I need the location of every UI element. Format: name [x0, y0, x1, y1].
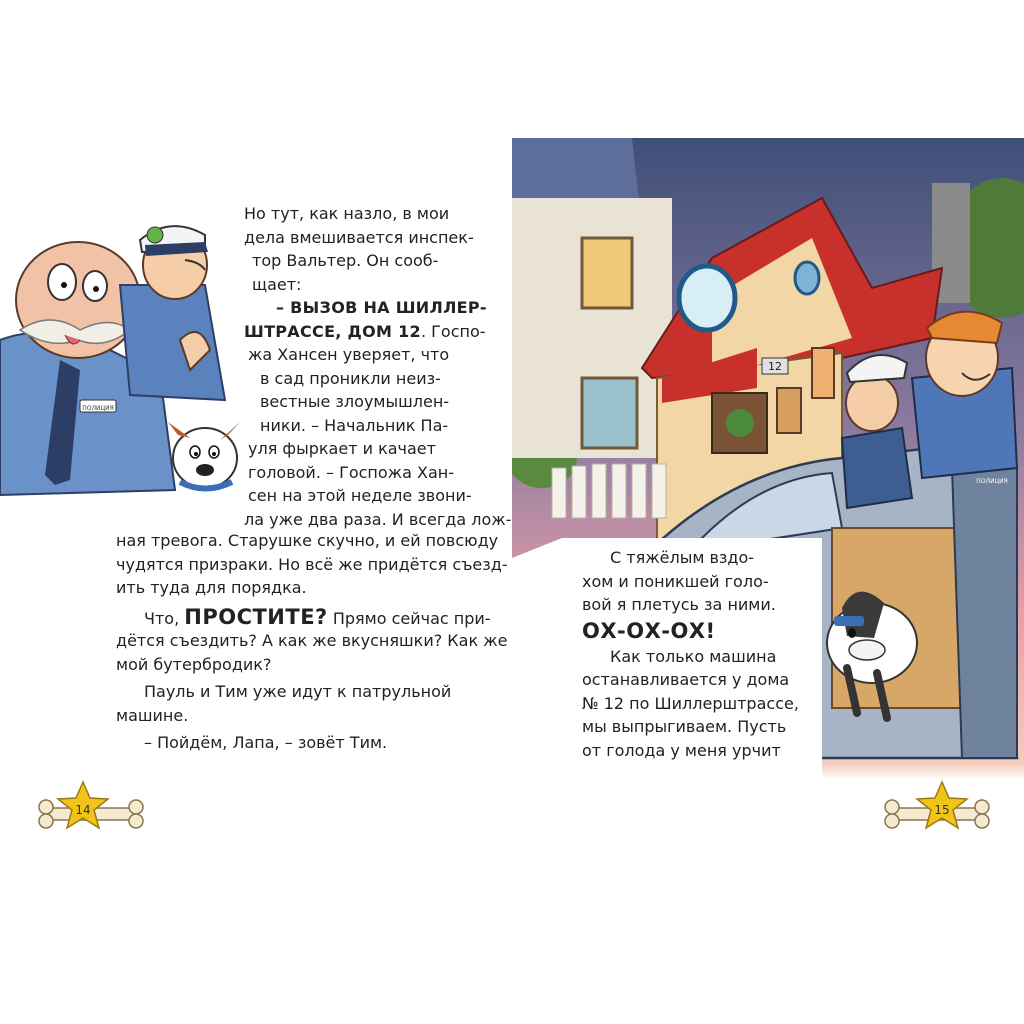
- text-line: Но тут, как назло, в мои: [244, 204, 450, 223]
- text-line: сен на этой неделе звони-: [248, 486, 472, 505]
- page-number-right: [882, 778, 992, 838]
- text-line: – Пойдём, Лапа, – зовёт Тим.: [144, 733, 388, 752]
- text-line: хом и поникшей голо-: [582, 571, 769, 591]
- text-line: в сад проникли неиз-: [260, 368, 441, 388]
- text-line: ла уже два раза. И всегда лож-: [244, 509, 512, 529]
- shout-line: [244, 296, 487, 320]
- text-line: № 12 по Шиллерштрассе,: [582, 693, 799, 713]
- right-page: [512, 0, 1024, 1024]
- police-officers-illustration: [0, 190, 245, 520]
- page-number-text: 15: [934, 803, 950, 817]
- text-line: дела вмешивается инспек-: [244, 227, 474, 247]
- text-line: ШТРАССЕ, ДОМ 12. Госпо-: [244, 321, 486, 341]
- text-line: уля фыркает и качает: [248, 439, 436, 458]
- shout-text: ОХ-ОХ-ОХ!: [582, 618, 716, 643]
- text-line: жа Хансен уверяет, что: [248, 345, 450, 364]
- text-line: ить туда для порядка.: [116, 578, 307, 597]
- text-line: от голода у меня урчит: [582, 740, 781, 760]
- text-line: С тяжёлым вздо-: [610, 548, 755, 567]
- address-text: ШТРАССЕ, ДОМ 12: [244, 321, 421, 341]
- text-line: вестные злоумышлен-: [260, 392, 450, 411]
- right-text: [582, 546, 799, 762]
- text-line: ная тревога. Старушке скучно, и ей повсюду: [116, 531, 499, 550]
- page-number-text: 14: [75, 803, 91, 817]
- left-text-wide: [116, 529, 508, 755]
- left-text-indented: [244, 343, 512, 531]
- text-line: тор Вальтер. Он сооб-: [252, 251, 439, 270]
- house-number-sign: 12: [768, 360, 782, 373]
- text-line: чудятся призраки. Но всё же придётся съезд-: [116, 554, 508, 574]
- text-line: мы выпрыгиваем. Пусть: [582, 717, 787, 736]
- text-line: мой бутербродик?: [116, 654, 272, 674]
- text-line: дётся съездить? А как же вкусняшки? Как же: [116, 631, 508, 650]
- text-line: Как только машина: [610, 646, 777, 666]
- text-line: головой. – Госпожа Хан-: [248, 462, 454, 482]
- text-line: вой я плетусь за ними.: [582, 595, 776, 614]
- text-line: ники. – Начальник Па-: [260, 415, 449, 435]
- shout-text: ПРОСТИТЕ?: [184, 604, 328, 629]
- text-line: машине.: [116, 705, 189, 725]
- text-line: щает:: [252, 274, 302, 294]
- text-line: останавливается у дома: [582, 670, 790, 689]
- text-line: Пауль и Тим уже идут к патрульной: [144, 682, 452, 701]
- right-badge-text: ПОЛИЦИЯ: [976, 478, 1008, 485]
- left-badge-text: ПОЛИЦИЯ: [82, 405, 114, 412]
- left-text-narrow: [244, 202, 487, 343]
- text-line: Что, ПРОСТИТЕ? Прямо сейчас при-: [144, 604, 491, 629]
- shout-text: – ВЫЗОВ НА ШИЛЛЕР-: [276, 298, 487, 317]
- shout-line: [582, 617, 794, 645]
- page-number-left: [36, 778, 146, 838]
